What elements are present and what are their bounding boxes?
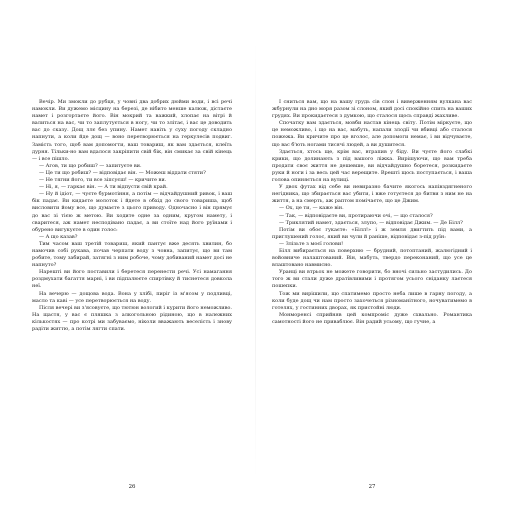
- page-number-right: 27: [368, 484, 376, 490]
- paragraph: — Так, — відповідаєте ви, протираючи очі, — що сталося?: [279, 212, 433, 219]
- paragraph: Тим часом ваш третій товариш, який пантує вже десять хвилин, бо намочив собі рукава, почав черпати воду з човна, запитує, що ви там робите, тому забирай, затягні з ним робоче, чому добиваний намет досі не напнуто?: [32, 240, 232, 269]
- paragraph: — Ох, це ти, — каже він.: [279, 205, 344, 212]
- right-page: [272, 99, 472, 326]
- paragraph: Білл вибирається на поверхню — брудний, потоптаний, жалюгідний і войовниче налаштований. Він, мабуть, твердо переконаний, що усе це влаштовано навмисно.: [272, 247, 472, 269]
- paragraph: — Ні, я, — гаркає він. — А ти відпусти свій край.: [39, 184, 168, 191]
- paragraph: Тож ми вирішили, що спатимемо просто неба лише в гарну погоду, а коли буде дощ чи нам просто захочеться різноманітного, ночуватимемо в готелях, у гостинних дворах, як пристойні люди.: [272, 290, 472, 311]
- paragraph: І сниться вам, що на вашу грудь сів слон і виверженням вулкана вас жбурнули на дно моря разом зі слоном, який досі спокійно спить на ваших грудях. Ви прокидаєтеся з думкою, що сталося щось справді жахливе.: [272, 99, 472, 120]
- paragraph: На вечерю — дощова вода. Вона у хлібі, пиріг із м'ясом у подливці, масло та каві — усе перетворюється на воду.: [32, 290, 232, 304]
- paragraph: Здається, хтось ще, крім вас, втрапив у біду. Ви чуєте його слабкі крики, що долинають з під вашого ліжка. Вирішуючи, що вам треба продати своє життя не дешевше, ви відчайдушно боретеся, розкидаєте руки й ноги і за весь цей час верещите. Врешті щось поступається, і ваша голова опиняється на вулиці.: [272, 148, 472, 184]
- paragraph: Після вечері ви з'ясовуєте, що тютюн вологий і курити його неможливо. На щастя, у вас є пляшка з алкогольною рідиною, що в належних кількостях — про котрі ми забуваємо, ніколи вважають веселість і знову радіти життю, а потім лягти спати.: [32, 304, 232, 332]
- paragraph: Вечір. Ми змокли до рубця, у човні два добрих дюйми води, і всі речі намокли. Ви дужемо місцину на березі, де нібито менше калюж, дістаєте намет і розгортаєте його. Він мокрий та важкий, хлопає на вітрі й валиться на вас, чи то заплутується в ногу, чи то злітає, і вас це доводить вас до сказу. Дощ ллє без упину. Намет навіть у суху погоду складно напнути, а коли йде дощ — воно перетворюється на геркулесів подвиг. Замість того, щоб вам допомогти, ваш товариш, як вам здається, клеїть дурня. Тільки-но вам вдалося закріпити свій бік, він смикає за свій кінець — і все пішло.: [32, 99, 232, 162]
- paragraph: — Це ти що робиш? — відповідає він. — Можеш віддати стяти?: [39, 169, 206, 176]
- paragraph: — Ну й ідіот, — чуєте бурмотіння, а потім — відчайдушний ривок, і ваш бік падає. Ви кидаєте молоток і йдете в обхід до свого товариша, щоб висловити йому все, що думаєте з цього приводу. Одночасно і він прямує до вас зі тією ж метою. Ви ходите одне за одним, кругом намету, і сваритеся, аж намет несподівано падає, а ви стоїте над його руїнами і обурено вигукуєте в один голос:: [32, 191, 232, 233]
- left-page: [32, 99, 232, 333]
- paragraph: Спочатку вам здається, мовби настав кінець світу. Потім міркуєте, що це неможливо, і що на вас, мабуть, напали злодії чи вбивці або сталося пожежа. Ви кричите про це вголос, але допомоги немає, і ви відчуваєте, що вас б'ють ногами тисячі людей, а ви душитеся.: [272, 120, 472, 148]
- page-number-left: 26: [128, 484, 136, 490]
- paragraph: — Агов, ти що робиш? — запитуєте ви.: [39, 162, 142, 169]
- paragraph: Потім ви обоє гукаєте: «Білл!» і ж земля двигтить під вами, а приглушений голос, який ви чули й раніше, відповідає з-під руїн:: [272, 226, 472, 240]
- paragraph: Монморенсі сприйняв цей компроміс дуже схвально. Романтика самотності його не приваблює. Він радий усьому, що гучне, а: [272, 311, 472, 325]
- paragraph: — Не тягни його, ти все зіпсуєш! — кричите ви.: [39, 177, 167, 184]
- paragraph: — А що казав?: [39, 233, 78, 240]
- paragraph: — Триклятий намет, здається, злупо, — відповідає Джим. — Де Білл?: [279, 219, 463, 226]
- paragraph: — Злізьте з моєї голови!: [279, 240, 344, 247]
- paragraph: Уранці ви втрьох не можете говорити, бо вночі сильно застудились. До того ж ви стали дуже дратівливими і протягом усього сніданку лаєтеся пошепки.: [272, 269, 472, 290]
- paragraph: Нарешті ви його поставили і беретеся перенести речі. Усі намагання роздмухати багаття марні, і ви підпалюєте спиртівку й тиснетеся довкола неї.: [32, 269, 232, 290]
- book-gutter: [255, 40, 256, 480]
- paragraph: У двох футах від себе ви невиразно бачите якогось напівздягненого негідника, що збирається вас убити, і вже готуєтеся до битви з ним не на життя, а на смерть, аж раптом помічаєте, що це Джим.: [272, 184, 472, 205]
